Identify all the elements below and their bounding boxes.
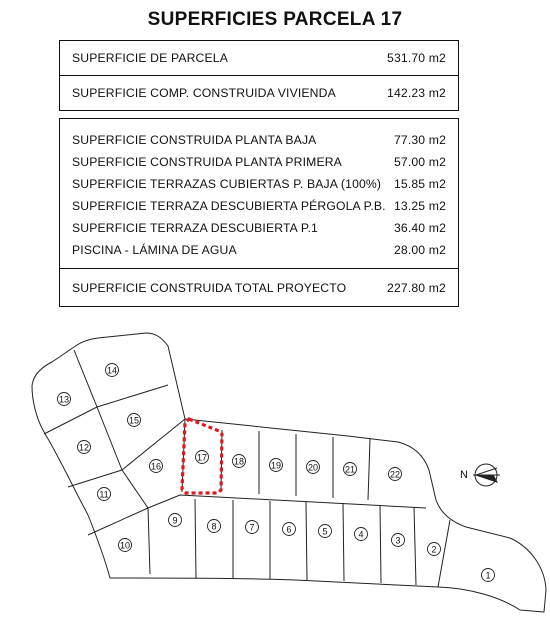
row-value: 57.00 m2 <box>393 155 446 169</box>
total-label: SUPERFICIE CONSTRUIDA TOTAL PROYECTO <box>72 281 347 295</box>
lot-number: 19 <box>270 460 282 471</box>
lot-number: 6 <box>286 524 292 535</box>
lot-19-marker <box>270 459 283 472</box>
row-label: SUPERFICIE TERRAZAS CUBIERTAS P. BAJA (100%) <box>72 177 382 191</box>
row-value: 28.00 m2 <box>393 243 446 257</box>
lot-number: 20 <box>307 462 319 473</box>
lot-8-marker <box>208 520 221 533</box>
lot-number: 15 <box>128 415 140 426</box>
lot-number: 10 <box>119 540 131 551</box>
lot-18-marker <box>233 455 246 468</box>
lot-number: 11 <box>99 489 109 500</box>
lot-number: 7 <box>249 522 255 533</box>
lot-number: 5 <box>322 526 328 537</box>
lot-number: 16 <box>150 461 162 472</box>
lot-number: 4 <box>358 529 364 540</box>
lot-number: 3 <box>395 535 401 546</box>
lot-number: 18 <box>233 456 245 467</box>
total-value: 227.80 m2 <box>387 281 446 295</box>
row-label: SUPERFICIE CONSTRUIDA PLANTA PRIMERA <box>72 155 342 169</box>
lot-number: 17 <box>196 452 208 463</box>
lot-17-marker <box>196 451 209 464</box>
row-value: 142.23 m2 <box>387 86 446 100</box>
row-value: 531.70 m2 <box>387 51 446 65</box>
row-value: 36.40 m2 <box>393 221 446 235</box>
lot-number: 1 <box>485 570 491 581</box>
north-arrow-icon <box>473 464 500 486</box>
lot-number: 12 <box>78 442 90 453</box>
lot-13-marker <box>58 393 71 406</box>
row-label: PISCINA - LÁMINA DE AGUA <box>72 243 237 257</box>
lot-12-marker <box>78 441 91 454</box>
lot-10-marker <box>119 539 132 552</box>
lot-4-marker <box>355 528 368 541</box>
row-value: 15.85 m2 <box>393 177 446 191</box>
north-label: N <box>460 469 468 481</box>
lot-labels <box>58 364 495 582</box>
lot-3-marker <box>392 534 405 547</box>
lot-number: 9 <box>172 515 178 526</box>
lot-14-marker <box>106 364 119 377</box>
lot-1-marker <box>482 569 495 582</box>
lot-number: 8 <box>211 521 217 532</box>
lot-20-marker <box>307 461 320 474</box>
lot-2-marker <box>428 543 441 556</box>
lot-6-marker <box>283 523 296 536</box>
row-label: SUPERFICIE TERRAZA DESCUBIERTA P.1 <box>72 221 318 235</box>
row-label: SUPERFICIE DE PARCELA <box>72 51 228 65</box>
row-value: 13.25 m2 <box>393 199 446 213</box>
lot-9-marker <box>169 514 182 527</box>
lot-15-marker <box>128 414 141 427</box>
lot-21-marker <box>344 463 357 476</box>
lot-5-marker <box>319 525 332 538</box>
lot-7-marker <box>246 521 259 534</box>
lot-number: 21 <box>344 464 356 475</box>
lot-number: 13 <box>58 394 70 405</box>
row-label: SUPERFICIE COMP. CONSTRUIDA VIVIENDA <box>72 86 336 100</box>
lot-number: 22 <box>389 469 401 480</box>
row-label: SUPERFICIE TERRAZA DESCUBIERTA PÉRGOLA P.B. <box>72 199 386 213</box>
lot-22-marker <box>389 468 402 481</box>
lot-number: 14 <box>106 365 118 376</box>
lot-11-marker <box>98 488 111 501</box>
page-title: SUPERFICIES PARCELA 17 <box>147 9 403 30</box>
row-label: SUPERFICIE CONSTRUIDA PLANTA BAJA <box>72 133 317 147</box>
row-value: 77.30 m2 <box>393 133 446 147</box>
lot-16-marker <box>150 460 163 473</box>
lot-number: 2 <box>431 544 437 555</box>
